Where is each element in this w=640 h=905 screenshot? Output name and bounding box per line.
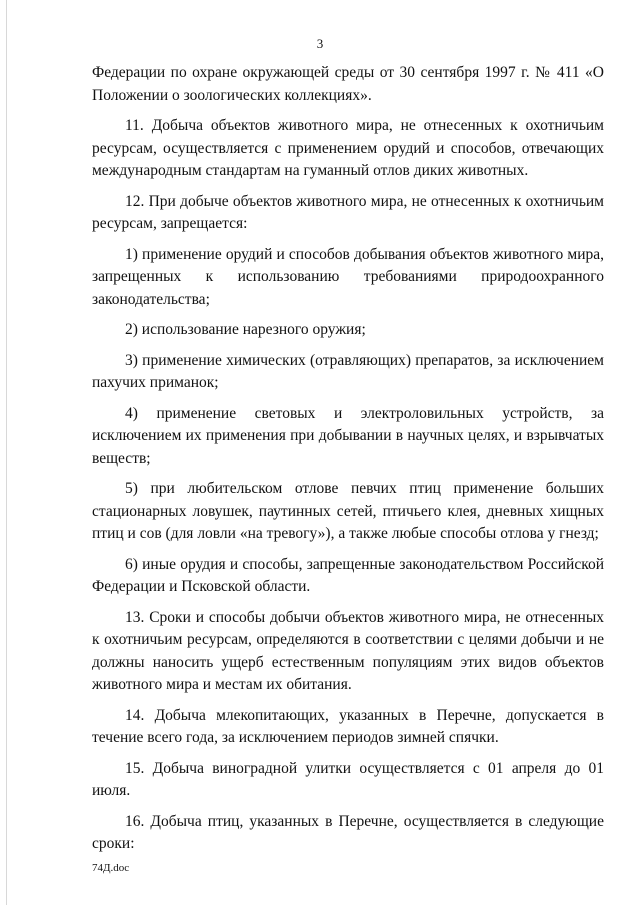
list-item-5: 5) при любительском отлове певчих птиц применение больших стационарных ловушек, паутинных сетей, птичьего клея, дневных хищных птиц и сов (для ловли «на тревогу»), а также любые способы отлова у гнезд;: [92, 480, 604, 542]
paragraph-14: 14. Добыча млекопитающих, указанных в Перечне, допускается в течение всего года, за исключением периодов зимней спячки.: [92, 706, 604, 746]
page-number: 3: [316, 36, 324, 51]
list-item-1: 1) применение орудий и способов добывания объектов животного мира, запрещенных к использованию требованиями природоохранного законодательства;: [92, 245, 604, 308]
document-body: [92, 62, 604, 864]
list-item-2: 2) использование нарезного оружия;: [125, 321, 366, 338]
list-item-4: 4) применение световых и электроловильных устройств, за исключением их применения при добывании в научных целях, и взрывчатых веществ;: [92, 404, 604, 467]
scan-edge-line: [6, 0, 7, 905]
paragraph-continuation: Федерации по охране окружающей среды от 30 сентября 1997 г. № 411 «О Положении о зоологических коллекциях».: [92, 64, 604, 104]
paragraph-15: 15. Добыча виноградной улитки осуществляется с 01 апреля до 01 июля.: [92, 759, 604, 799]
paragraph-12: 12. При добыче объектов животного мира, не отнесенных к охотничьим ресурсам, запрещается:: [92, 192, 604, 232]
paragraph-11: 11. Добыча объектов животного мира, не отнесенных к охотничьим ресурсам, осуществляется с применением орудий и способов, отвечающих международным стандартам на гуманный отлов диких животных.: [92, 117, 604, 179]
paragraph-13: 13. Сроки и способы добычи объектов животного мира, не отнесенных к охотничьим ресурсам, определяются в соответствии с целями добычи и не должны наносить ущерб естественным популяциям этих видов объектов животного мира и местам их обитания.: [92, 608, 604, 693]
paragraph-16: 16. Добыча птиц, указанных в Перечне, осуществляется в следующие сроки:: [92, 812, 604, 852]
list-item-6: 6) иные орудия и способы, запрещенные законодательством Российской Федерации и Псковской области.: [92, 555, 604, 595]
footer-filename: 74Д.doc: [92, 862, 130, 874]
list-item-3: 3) применение химических (отравляющих) препаратов, за исключением пахучих приманок;: [92, 351, 604, 391]
